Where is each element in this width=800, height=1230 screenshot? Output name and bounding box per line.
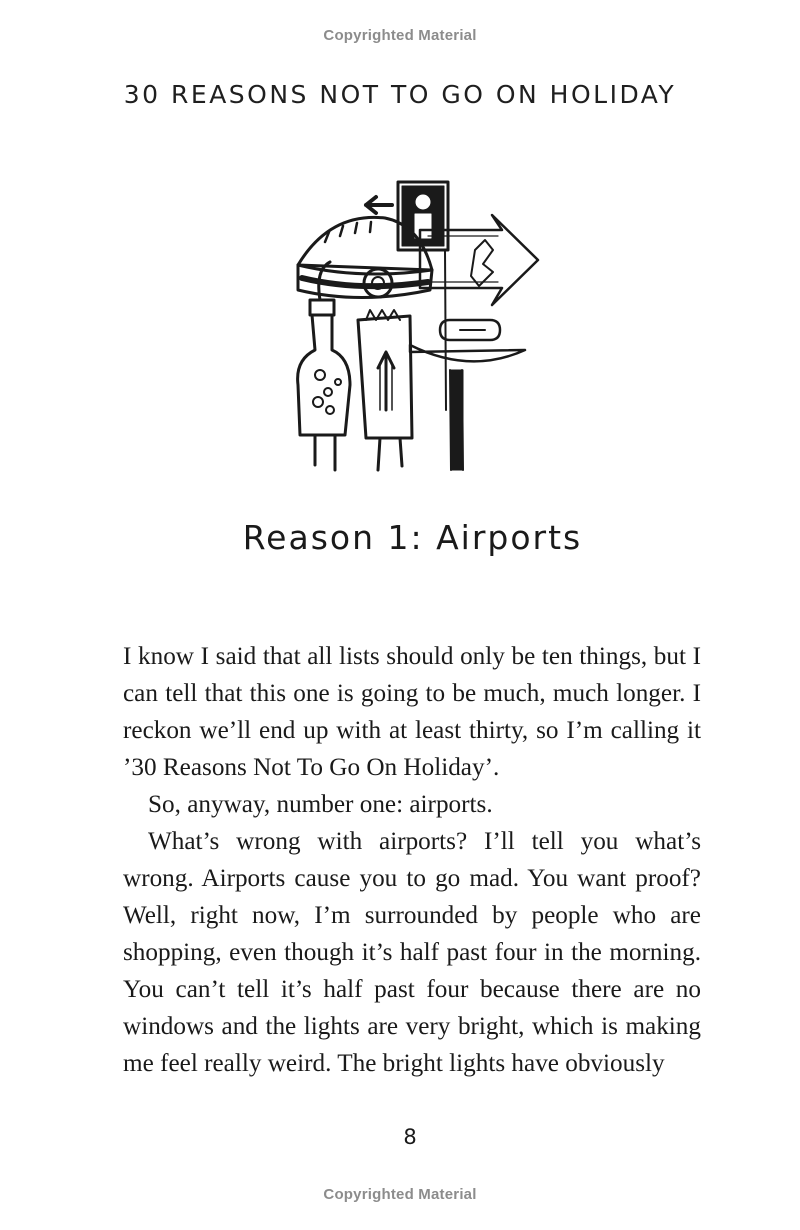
airport-illustration bbox=[270, 170, 540, 480]
copyright-watermark-bottom: Copyrighted Material bbox=[323, 1186, 477, 1203]
running-head: 30 REASONS NOT TO GO ON HOLIDAY bbox=[123, 80, 677, 109]
paragraph-2: So, anyway, number one: airports. bbox=[148, 791, 493, 818]
page-number: 8 bbox=[403, 1125, 417, 1149]
copyright-watermark-top: Copyrighted Material bbox=[323, 27, 477, 44]
body-text bbox=[123, 638, 701, 1082]
paragraph-1: I know I said that all lists should only be ten things, but I can tell that this one is going to be much, much longer. I reckon we’ll end up with at least thirty, so I’m calling it ’30 Reasons Not To Go On Holiday’. bbox=[123, 643, 701, 781]
paragraph-3: What’s wrong with airports? I’ll tell you what’s wrong. Airports cause you to go mad. You want proof? Well, right now, I’m surrounded by people who are shopping, even though it’s half past four in the morning. You can’t tell it’s half past four because there are no windows and the lights are very bright, which is making me feel really weird. The bright lights have obviously bbox=[123, 828, 701, 1077]
chapter-title: Reason 1: Airports bbox=[242, 518, 583, 557]
